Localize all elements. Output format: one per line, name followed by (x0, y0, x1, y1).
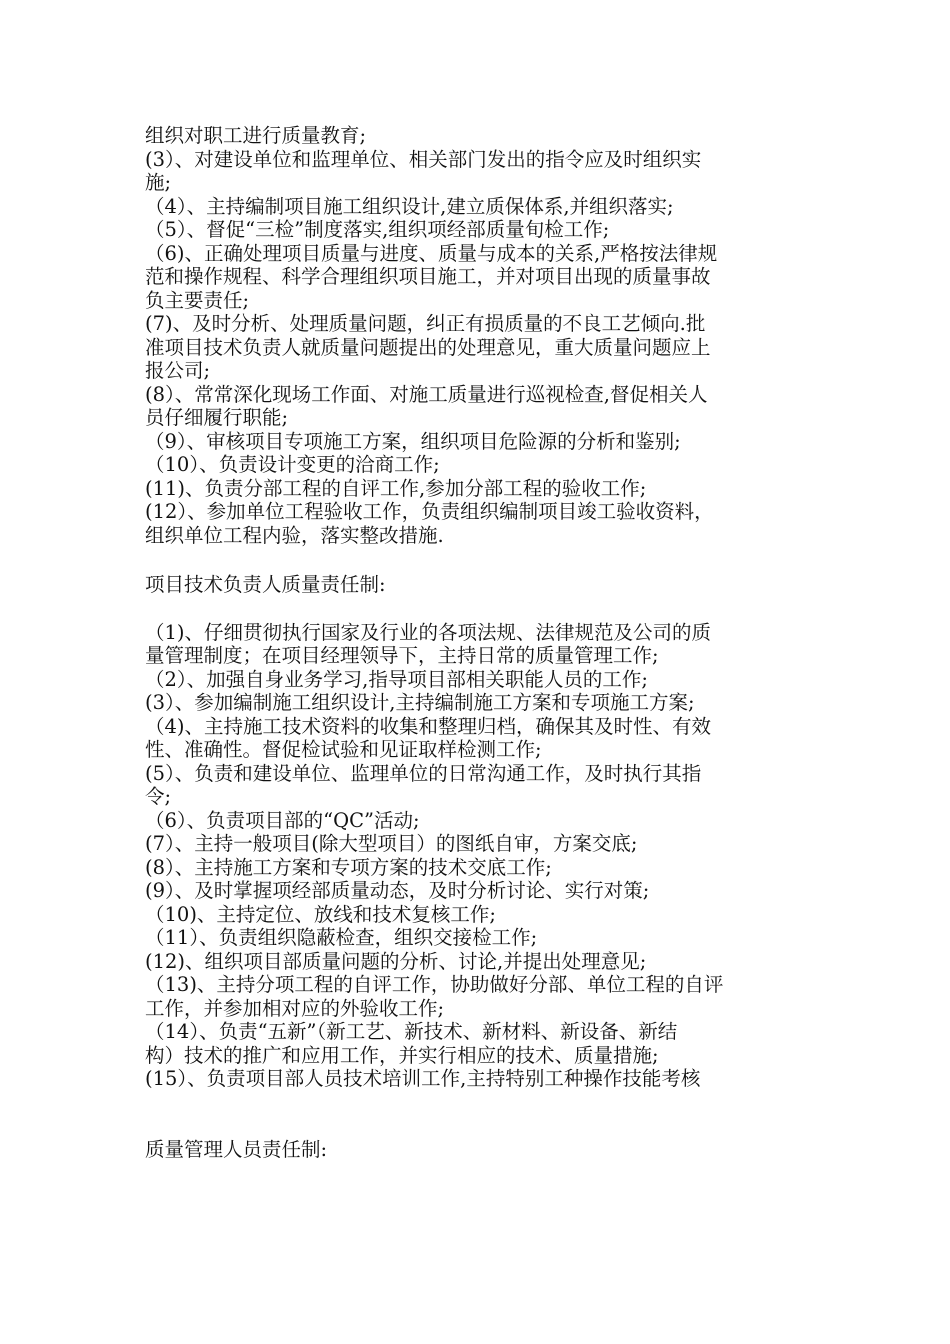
text-line: （6)、正确处理项目质量与进度、质量与成本的关系,严格按法律规 (145, 241, 718, 265)
text-line: （9）、审核项目专项施工方案，组织项目危险源的分析和鉴别; (145, 429, 681, 453)
text-line: 准项目技术负责人就质量问题提出的处理意见，重大质量问题应上 (145, 335, 711, 359)
text-line: 构）技术的推广和应用工作，并实行相应的技术、质量措施; (145, 1043, 659, 1067)
text-line: (12）、参加单位工程验收工作，负责组织编制项目竣工验收资料， (145, 500, 714, 523)
text-line: 施; (145, 171, 172, 194)
text-line: （13)、主持分项工程的自评工作，协助做好分部、单位工程的自评 (145, 973, 724, 996)
text-line: (8）、主持施工方案和专项方案的技术交底工作; (145, 855, 552, 879)
text-line: 工作，并参加相对应的外验收工作; (145, 996, 445, 1020)
text-line: （6）、负责项目部的“QC”活动; (145, 808, 420, 832)
text-line: (5）、负责和建设单位、监理单位的日常沟通工作，及时执行其指 (145, 761, 702, 785)
text-line: （10)、主持定位、放线和技术复核工作; (145, 902, 496, 926)
text-line: 组织对职工进行质量教育; (145, 124, 367, 147)
text-line: (7）、主持一般项目(除大型项目）的图纸自审，方案交底; (145, 832, 638, 855)
text-line: （11）、负责组织隐蔽检查，组织交接检工作; (145, 926, 538, 949)
text-line: 组织单位工程内验，落实整改措施. (145, 523, 444, 547)
text-line: （4）、主持编制项目施工组织设计,建立质保体系,并组织落实; (145, 194, 674, 218)
section-heading-quality-staff: 质量管理人员责任制: (145, 1137, 328, 1161)
text-line: (7)、及时分析、处理质量问题，纠正有损质量的不良工艺倾向.批 (145, 312, 706, 335)
text-line: 性、准确性。督促检试验和见证取样检测工作; (145, 738, 542, 761)
text-line: (15）、负责项目部人员技术培训工作,主持特别工种操作技能考核 (145, 1067, 701, 1090)
text-line: （2）、加强自身业务学习,指导项目部相关职能人员的工作; (145, 667, 648, 691)
document-page (145, 124, 815, 1161)
text-line: (11)、负责分部工程的自评工作,参加分部工程的验收工作; (145, 476, 647, 500)
text-line: （5）、督促“三检”制度落实,组织项经部质量旬检工作; (145, 218, 610, 241)
text-line: （1)、仔细贯彻执行国家及行业的各项法规、法律规范及公司的质 (145, 620, 712, 644)
text-line: (9）、及时掌握项经部质量动态，及时分析讨论、实行对策; (145, 879, 650, 902)
text-line: 报公司; (145, 359, 211, 382)
text-line: 员仔细履行职能; (145, 406, 289, 429)
text-line: (3）、对建设单位和监理单位、相关部门发出的指令应及时组织实 (145, 147, 702, 171)
text-line: （10）、负责设计变更的洽商工作; (145, 453, 440, 476)
section-heading-technical-lead: 项目技术负责人质量责任制: (145, 573, 386, 596)
text-line: 负主要责任; (145, 288, 250, 312)
section-project-manager-duties (145, 124, 815, 547)
text-line: 令; (145, 785, 172, 808)
text-line: (3）、参加编制施工组织设计,主持编制施工方案和专项施工方案; (145, 691, 695, 714)
text-line: （14）、负责“五新”（新工艺、新技术、新材料、新设备、新结 (145, 1020, 678, 1043)
text-line: (12)、组织项目部质量问题的分析、讨论,并提出处理意见; (145, 949, 647, 973)
text-line: 量管理制度；在项目经理领导下，主持日常的质量管理工作; (145, 644, 659, 667)
section-technical-lead-duties (145, 621, 815, 1091)
text-line: (8）、常常深化现场工作面、对施工质量进行巡视检查,督促相关人 (145, 382, 708, 406)
text-line: 范和操作规程、科学合理组织项目施工，并对项目出现的质量事故 (145, 265, 711, 288)
text-line: （4)、主持施工技术资料的收集和整理归档，确保其及时性、有效 (145, 714, 712, 738)
